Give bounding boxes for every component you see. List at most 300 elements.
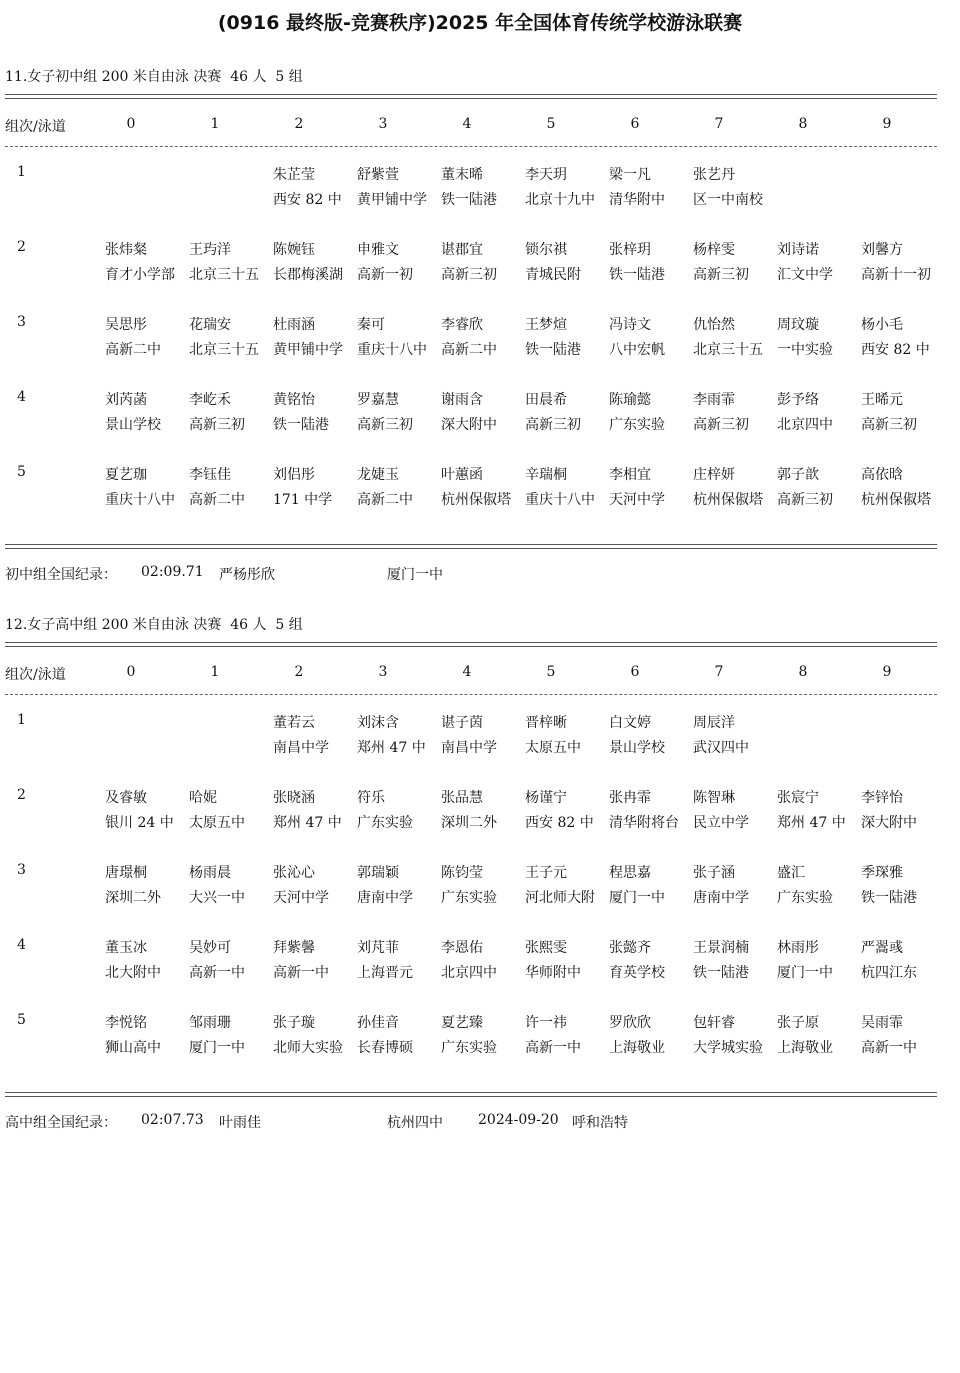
heat-number: 2 bbox=[17, 787, 26, 803]
swimmer-name: 董若云 bbox=[273, 715, 315, 731]
school-name: 高新三初 bbox=[525, 417, 581, 433]
lane-entry bbox=[189, 787, 275, 832]
swimmer-name: 刘馨方 bbox=[861, 242, 903, 258]
school-name: 重庆十八中 bbox=[105, 492, 175, 508]
record-label: 初中组全国纪录： bbox=[5, 567, 117, 583]
swimmer-name: 杨谨宁 bbox=[525, 790, 567, 806]
swimmer-name: 王景润楠 bbox=[693, 940, 749, 956]
school-name: 北京四中 bbox=[777, 417, 833, 433]
swimmer-name: 彭予络 bbox=[777, 392, 819, 408]
swimmer-name: 花瑞安 bbox=[189, 317, 231, 333]
school-name: 清华附将台 bbox=[609, 815, 679, 831]
swimmer-name: 林雨彤 bbox=[777, 940, 819, 956]
school-name: 长春博硕 bbox=[357, 1040, 413, 1056]
record-place: 呼和浩特 bbox=[572, 1115, 628, 1131]
lane-number: 6 bbox=[630, 664, 640, 680]
school-name: 唐南中学 bbox=[693, 890, 749, 906]
school-name: 北师大实验 bbox=[273, 1040, 343, 1056]
page-title: (0916 最终版-竞赛秩序)2025 年全国体育传统学校游泳联赛 bbox=[217, 12, 743, 34]
school-name: 高新三初 bbox=[693, 267, 749, 283]
swimmer-name: 仇怡然 bbox=[693, 317, 735, 333]
record-date: 2024-09-20 bbox=[478, 1112, 559, 1128]
lane-entry bbox=[357, 314, 443, 359]
lane-entry bbox=[441, 937, 527, 982]
swimmer-name: 梁一凡 bbox=[609, 167, 651, 183]
school-name: 高新三初 bbox=[441, 267, 497, 283]
record-school: 杭州四中 bbox=[387, 1115, 443, 1131]
lane-entry bbox=[441, 239, 527, 284]
record-time: 02:09.71 bbox=[141, 564, 204, 580]
school-name: 深大附中 bbox=[441, 417, 497, 433]
lane-entry bbox=[189, 389, 275, 434]
school-name: 民立中学 bbox=[693, 815, 749, 831]
swimmer-name: 唐璟桐 bbox=[105, 865, 147, 881]
school-name: 北京三十五 bbox=[693, 342, 763, 358]
school-name: 南昌中学 bbox=[441, 740, 497, 756]
lane-entry bbox=[525, 712, 611, 757]
lane-entry bbox=[357, 389, 443, 434]
school-name: 北京三十五 bbox=[189, 342, 259, 358]
swimmer-name: 张子原 bbox=[777, 1015, 819, 1031]
school-name: 高新三初 bbox=[777, 492, 833, 508]
lane-entry bbox=[609, 164, 695, 209]
lane-number: 0 bbox=[126, 116, 136, 132]
swimmer-name: 李悦铭 bbox=[105, 1015, 147, 1031]
school-name: 区一中南校 bbox=[693, 192, 763, 208]
lane-entry bbox=[273, 862, 359, 907]
school-name: 厦门一中 bbox=[609, 890, 665, 906]
lane-entry bbox=[105, 937, 191, 982]
school-name: 郑州 47 中 bbox=[273, 815, 342, 831]
lane-entry bbox=[441, 862, 527, 907]
school-name: 高新三初 bbox=[357, 417, 413, 433]
school-name: 杭州保俶塔 bbox=[693, 492, 763, 508]
lane-number: 0 bbox=[126, 664, 136, 680]
single-rule bbox=[5, 694, 937, 695]
heat-group-row bbox=[0, 862, 960, 912]
school-name: 高新一中 bbox=[273, 965, 329, 981]
school-name: 长郡梅溪湖 bbox=[273, 267, 343, 283]
lane-number: 2 bbox=[294, 664, 304, 680]
lane-entry bbox=[861, 389, 947, 434]
heat-number: 3 bbox=[17, 314, 26, 330]
school-name: 育英学校 bbox=[609, 965, 665, 981]
lane-entry bbox=[693, 464, 779, 509]
school-name: 高新二中 bbox=[441, 342, 497, 358]
lane-entry bbox=[609, 712, 695, 757]
swimmer-name: 董末晞 bbox=[441, 167, 483, 183]
lane-entry bbox=[693, 1012, 779, 1057]
lane-entry bbox=[777, 314, 863, 359]
lane-entry bbox=[189, 314, 275, 359]
heat-group-row bbox=[0, 937, 960, 987]
swimmer-name: 及睿敏 bbox=[105, 790, 147, 806]
lane-entry bbox=[777, 464, 863, 509]
school-name: 广东实验 bbox=[357, 815, 413, 831]
heat-group-row bbox=[0, 712, 960, 762]
school-name: 171 中学 bbox=[273, 492, 333, 508]
school-name: 北京三十五 bbox=[189, 267, 259, 283]
school-name: 狮山高中 bbox=[105, 1040, 161, 1056]
swimmer-name: 符乐 bbox=[357, 790, 385, 806]
lane-entry bbox=[609, 862, 695, 907]
school-name: 高新一中 bbox=[861, 1040, 917, 1056]
lane-entry bbox=[357, 1012, 443, 1057]
swimmer-name: 申雅文 bbox=[357, 242, 399, 258]
heat-group-row bbox=[0, 314, 960, 364]
lane-entry bbox=[441, 787, 527, 832]
lane-entry bbox=[525, 464, 611, 509]
lane-entry bbox=[357, 787, 443, 832]
lane-entry bbox=[609, 787, 695, 832]
lane-entry bbox=[693, 712, 779, 757]
lane-entry bbox=[273, 712, 359, 757]
school-name: 西安 82 中 bbox=[861, 342, 930, 358]
lane-entry bbox=[525, 164, 611, 209]
double-rule bbox=[5, 544, 937, 549]
school-name: 铁一陆港 bbox=[861, 890, 917, 906]
swimmer-name: 锁尔祺 bbox=[525, 242, 567, 258]
lane-entry bbox=[441, 389, 527, 434]
lane-entry bbox=[189, 464, 275, 509]
swimmer-name: 周辰洋 bbox=[693, 715, 735, 731]
lane-number: 3 bbox=[378, 664, 388, 680]
swimmer-name: 李天玥 bbox=[525, 167, 567, 183]
swimmer-name: 杜雨涵 bbox=[273, 317, 315, 333]
swimmer-name: 陈钧莹 bbox=[441, 865, 483, 881]
swimmer-name: 刘芮菡 bbox=[105, 392, 147, 408]
swimmer-name: 杨小毛 bbox=[861, 317, 903, 333]
swimmer-name: 高依晗 bbox=[861, 467, 903, 483]
school-name: 西安 82 中 bbox=[273, 192, 342, 208]
swimmer-name: 陈智琳 bbox=[693, 790, 735, 806]
lane-number: 9 bbox=[882, 116, 892, 132]
lane-entry bbox=[525, 239, 611, 284]
lane-entry bbox=[525, 389, 611, 434]
school-name: 杭四江东 bbox=[861, 965, 917, 981]
school-name: 杭州保俶塔 bbox=[441, 492, 511, 508]
school-name: 铁一陆港 bbox=[441, 192, 497, 208]
lane-entry bbox=[777, 239, 863, 284]
lane-number: 8 bbox=[798, 664, 808, 680]
swimmer-name: 陈婉钰 bbox=[273, 242, 315, 258]
school-name: 高新三初 bbox=[693, 417, 749, 433]
lane-entry bbox=[777, 389, 863, 434]
school-name: 高新十一初 bbox=[861, 267, 931, 283]
lane-entry bbox=[441, 1012, 527, 1057]
lane-entry bbox=[189, 1012, 275, 1057]
school-name: 铁一陆港 bbox=[693, 965, 749, 981]
lane-number: 2 bbox=[294, 116, 304, 132]
swimmer-name: 叶蕙函 bbox=[441, 467, 483, 483]
lane-entry bbox=[777, 862, 863, 907]
lane-number: 8 bbox=[798, 116, 808, 132]
swimmer-name: 舒紫萱 bbox=[357, 167, 399, 183]
lane-entry bbox=[357, 464, 443, 509]
heat-number: 5 bbox=[17, 464, 26, 480]
lane-number: 3 bbox=[378, 116, 388, 132]
lane-entry bbox=[189, 937, 275, 982]
swimmer-name: 张熙雯 bbox=[525, 940, 567, 956]
school-name: 武汉四中 bbox=[693, 740, 749, 756]
school-name: 天河中学 bbox=[273, 890, 329, 906]
swimmer-name: 季琛雅 bbox=[861, 865, 903, 881]
lane-entry bbox=[273, 239, 359, 284]
lane-entry bbox=[105, 862, 191, 907]
school-name: 深圳二外 bbox=[441, 815, 497, 831]
lane-entry bbox=[609, 937, 695, 982]
lane-entry bbox=[357, 712, 443, 757]
swimmer-name: 拜紫馨 bbox=[273, 940, 315, 956]
swimmer-name: 周玟璇 bbox=[777, 317, 819, 333]
swimmer-name: 李屹禾 bbox=[189, 392, 231, 408]
swimmer-name: 夏艺臻 bbox=[441, 1015, 483, 1031]
lane-header-label: 组次/泳道 bbox=[5, 119, 66, 135]
swimmer-name: 许一祎 bbox=[525, 1015, 567, 1031]
heat-number: 3 bbox=[17, 862, 26, 878]
swimmer-name: 郭子歆 bbox=[777, 467, 819, 483]
record-holder: 严杨彤欣 bbox=[219, 567, 275, 583]
swimmer-name: 李恩佑 bbox=[441, 940, 483, 956]
school-name: 汇文中学 bbox=[777, 267, 833, 283]
single-rule bbox=[5, 146, 937, 147]
heat-number: 1 bbox=[17, 712, 26, 728]
school-name: 高新二中 bbox=[189, 492, 245, 508]
school-name: 上海敬业 bbox=[609, 1040, 665, 1056]
lane-entry bbox=[357, 862, 443, 907]
swimmer-name: 夏艺珈 bbox=[105, 467, 147, 483]
lane-entry bbox=[189, 862, 275, 907]
lane-entry bbox=[441, 712, 527, 757]
school-name: 北大附中 bbox=[105, 965, 161, 981]
double-rule bbox=[5, 94, 937, 99]
lane-entry bbox=[861, 1012, 947, 1057]
swimmer-name: 张子涵 bbox=[693, 865, 735, 881]
lane-entry bbox=[441, 164, 527, 209]
swimmer-name: 张宸宁 bbox=[777, 790, 819, 806]
swimmer-name: 张懿齐 bbox=[609, 940, 651, 956]
school-name: 深大附中 bbox=[861, 815, 917, 831]
national-record-line bbox=[5, 1112, 955, 1134]
lane-number: 7 bbox=[714, 664, 724, 680]
lane-number: 5 bbox=[546, 116, 556, 132]
swimmer-name: 黄铭怡 bbox=[273, 392, 315, 408]
swimmer-name: 晋梓晰 bbox=[525, 715, 567, 731]
swimmer-name: 辛瑞桐 bbox=[525, 467, 567, 483]
lane-header-row bbox=[0, 116, 960, 138]
lane-entry bbox=[693, 239, 779, 284]
heat-group-row bbox=[0, 787, 960, 837]
swimmer-name: 张梓玥 bbox=[609, 242, 651, 258]
lane-entry bbox=[105, 787, 191, 832]
lane-entry bbox=[273, 787, 359, 832]
swimmer-name: 刘沫含 bbox=[357, 715, 399, 731]
school-name: 郑州 47 中 bbox=[357, 740, 426, 756]
school-name: 八中宏帆 bbox=[609, 342, 665, 358]
swimmer-name: 哈妮 bbox=[189, 790, 217, 806]
lane-entry bbox=[441, 464, 527, 509]
record-time: 02:07.73 bbox=[141, 1112, 204, 1128]
school-name: 太原五中 bbox=[525, 740, 581, 756]
heat-group-row bbox=[0, 164, 960, 214]
school-name: 景山学校 bbox=[609, 740, 665, 756]
lane-entry bbox=[861, 239, 947, 284]
school-name: 铁一陆港 bbox=[273, 417, 329, 433]
lane-number: 9 bbox=[882, 664, 892, 680]
lane-number: 1 bbox=[210, 664, 220, 680]
double-rule bbox=[5, 1092, 937, 1097]
school-name: 太原五中 bbox=[189, 815, 245, 831]
swimmer-name: 谢雨含 bbox=[441, 392, 483, 408]
swimmer-name: 张艺丹 bbox=[693, 167, 735, 183]
school-name: 上海敬业 bbox=[777, 1040, 833, 1056]
lane-entry bbox=[105, 389, 191, 434]
swimmer-name: 李锌怡 bbox=[861, 790, 903, 806]
school-name: 清华附中 bbox=[609, 192, 665, 208]
lane-entry bbox=[861, 937, 947, 982]
lane-number: 4 bbox=[462, 116, 472, 132]
lane-entry bbox=[441, 314, 527, 359]
heat-group-row bbox=[0, 239, 960, 289]
school-name: 北京十九中 bbox=[525, 192, 595, 208]
school-name: 广东实验 bbox=[441, 890, 497, 906]
heat-number: 4 bbox=[17, 389, 26, 405]
school-name: 厦门一中 bbox=[189, 1040, 245, 1056]
event-heading: 12.女子高中组 200 米自由泳 决赛 46 人 5 组 bbox=[5, 617, 303, 633]
lane-entry bbox=[105, 314, 191, 359]
lane-entry bbox=[693, 862, 779, 907]
school-name: 上海晋元 bbox=[357, 965, 413, 981]
school-name: 华师附中 bbox=[525, 965, 581, 981]
lane-entry bbox=[861, 464, 947, 509]
heat-group-row bbox=[0, 389, 960, 439]
school-name: 高新一中 bbox=[525, 1040, 581, 1056]
lane-entry bbox=[273, 164, 359, 209]
school-name: 黄甲铺中学 bbox=[273, 342, 343, 358]
double-rule bbox=[5, 642, 937, 647]
swimmer-name: 杨雨晨 bbox=[189, 865, 231, 881]
lane-entry bbox=[609, 1012, 695, 1057]
school-name: 高新三初 bbox=[189, 417, 245, 433]
lane-entry bbox=[861, 787, 947, 832]
national-record-line bbox=[5, 564, 955, 586]
lane-number: 5 bbox=[546, 664, 556, 680]
lane-entry bbox=[357, 239, 443, 284]
event-heading: 11.女子初中组 200 米自由泳 决赛 46 人 5 组 bbox=[5, 69, 303, 85]
swimmer-name: 罗欣欣 bbox=[609, 1015, 651, 1031]
heat-number: 4 bbox=[17, 937, 26, 953]
heat-group-row bbox=[0, 464, 960, 514]
school-name: 杭州保俶塔 bbox=[861, 492, 931, 508]
lane-entry bbox=[777, 787, 863, 832]
swimmer-name: 李雨霏 bbox=[693, 392, 735, 408]
lane-entry bbox=[609, 389, 695, 434]
lane-entry bbox=[105, 464, 191, 509]
school-name: 深圳二外 bbox=[105, 890, 161, 906]
school-name: 重庆十八中 bbox=[525, 492, 595, 508]
record-holder: 叶雨佳 bbox=[219, 1115, 261, 1131]
lane-entry bbox=[609, 239, 695, 284]
swimmer-name: 田晨希 bbox=[525, 392, 567, 408]
swimmer-name: 盛汇 bbox=[777, 865, 805, 881]
swimmer-name: 朱芷莹 bbox=[273, 167, 315, 183]
lane-entry bbox=[693, 787, 779, 832]
swimmer-name: 包轩睿 bbox=[693, 1015, 735, 1031]
school-name: 高新二中 bbox=[357, 492, 413, 508]
lane-entry bbox=[777, 937, 863, 982]
school-name: 高新二中 bbox=[105, 342, 161, 358]
school-name: 银川 24 中 bbox=[105, 815, 174, 831]
lane-number: 7 bbox=[714, 116, 724, 132]
lane-entry bbox=[609, 464, 695, 509]
lane-entry bbox=[525, 787, 611, 832]
lane-entry bbox=[273, 1012, 359, 1057]
school-name: 厦门一中 bbox=[777, 965, 833, 981]
school-name: 一中实验 bbox=[777, 342, 833, 358]
school-name: 高新三初 bbox=[861, 417, 917, 433]
swimmer-name: 罗嘉慧 bbox=[357, 392, 399, 408]
school-name: 西安 82 中 bbox=[525, 815, 594, 831]
lane-entry bbox=[357, 164, 443, 209]
swimmer-name: 张沁心 bbox=[273, 865, 315, 881]
swimmer-name: 李相宜 bbox=[609, 467, 651, 483]
school-name: 南昌中学 bbox=[273, 740, 329, 756]
heat-group-row bbox=[0, 1012, 960, 1062]
heat-number: 5 bbox=[17, 1012, 26, 1028]
swimmer-name: 杨梓雯 bbox=[693, 242, 735, 258]
lane-number: 4 bbox=[462, 664, 472, 680]
lane-entry bbox=[693, 314, 779, 359]
lane-entry bbox=[525, 937, 611, 982]
heat-number: 2 bbox=[17, 239, 26, 255]
lane-entry bbox=[693, 389, 779, 434]
swimmer-name: 孙佳音 bbox=[357, 1015, 399, 1031]
lane-number: 6 bbox=[630, 116, 640, 132]
school-name: 天河中学 bbox=[609, 492, 665, 508]
lane-header-label: 组次/泳道 bbox=[5, 667, 66, 683]
swimmer-name: 王子元 bbox=[525, 865, 567, 881]
lane-entry bbox=[861, 314, 947, 359]
lane-header-row bbox=[0, 664, 960, 686]
swimmer-name: 郭瑞颖 bbox=[357, 865, 399, 881]
swimmer-name: 李钰佳 bbox=[189, 467, 231, 483]
school-name: 高新一中 bbox=[189, 965, 245, 981]
swimmer-name: 谌子茵 bbox=[441, 715, 483, 731]
lane-entry bbox=[693, 937, 779, 982]
record-school: 厦门一中 bbox=[387, 567, 443, 583]
lane-entry bbox=[273, 314, 359, 359]
lane-entry bbox=[105, 239, 191, 284]
swimmer-name: 秦可 bbox=[357, 317, 385, 333]
lane-entry bbox=[273, 464, 359, 509]
swimmer-name: 吴妙可 bbox=[189, 940, 231, 956]
school-name: 北京四中 bbox=[441, 965, 497, 981]
swimmer-name: 刘芃菲 bbox=[357, 940, 399, 956]
school-name: 铁一陆港 bbox=[525, 342, 581, 358]
school-name: 青城民附 bbox=[525, 267, 581, 283]
school-name: 广东实验 bbox=[609, 417, 665, 433]
swimmer-name: 吴思彤 bbox=[105, 317, 147, 333]
lane-number: 1 bbox=[210, 116, 220, 132]
swimmer-name: 吴雨霏 bbox=[861, 1015, 903, 1031]
school-name: 景山学校 bbox=[105, 417, 161, 433]
lane-entry bbox=[189, 239, 275, 284]
lane-entry bbox=[357, 937, 443, 982]
swimmer-name: 张冉霏 bbox=[609, 790, 651, 806]
lane-entry bbox=[105, 1012, 191, 1057]
heat-number: 1 bbox=[17, 164, 26, 180]
swimmer-name: 庄梓妍 bbox=[693, 467, 735, 483]
